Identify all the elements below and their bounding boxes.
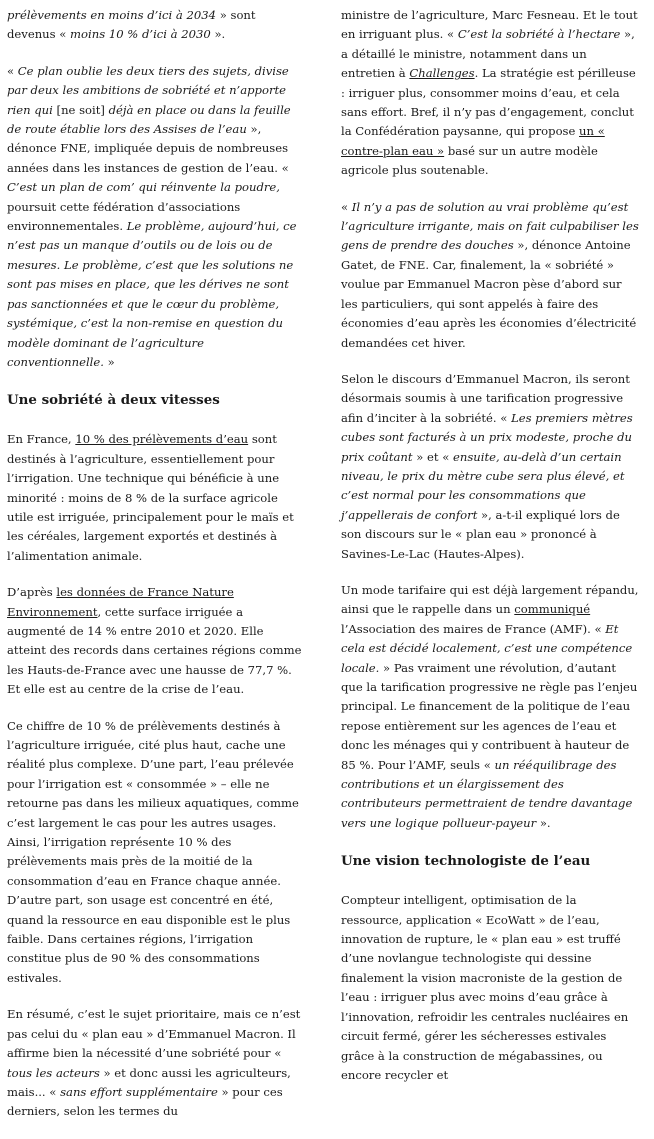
paragraph: Selon le discours d’Emmanuel Macron, ils seront désormais soumis à une tarification progressive afin d’inciter à la sobriété. « Les premiers mètres cubes sont facturés à un prix modeste, proche du prix coûtant » et « ensuite, au-delà d’un certain niveau, le prix du mètre cube sera plus élevé, et c’est normal pour les consommations que j’appellerais de confort », a-t-il expliqué lors de son discours sur le « plan eau » prononcé à Savines-Le-Lac (Hautes-Alpes). [341, 371, 633, 561]
link-prelevements-eau[interactable]: 10 % des prélèvements d’eau [75, 432, 249, 447]
section-heading: Une vision technologiste de l’eau [341, 853, 591, 870]
paragraph: « Il n’y a pas de solution au vrai problème qu’est l’agriculture irrigante, mais on fait culpabiliser les gens de prendre des douches », dénonce Antoine Gatet, de FNE. Car, finalement, la « sobriété » voulue par Emmanuel Macron pèse d’abord sur les particuliers, qui sont appelés à faire des économies d’eau après les économies d’électricité demandées cet hiver. [341, 199, 639, 350]
link-challenges[interactable]: Challenges [409, 66, 475, 81]
link-donnees-fne[interactable]: les données de France Nature Environnement [7, 585, 234, 619]
link-contre-plan-eau[interactable]: un « contre-plan eau » [341, 124, 605, 158]
paragraph: ministre de l’agriculture, Marc Fesneau. Et le tout en irriguant plus. « C’est la sobriété à l’hectare », a détaillé le ministre, notamment dans un entretien à Challenges. La stratégie est périlleuse : irriguer plus, consommer moins d’eau, et cela sans effort. Bref, il n’y pas d’engagement, conclut la Confédération paysanne, qui propose un « contre-plan eau » basé sur un autre modèle agricole plus soutenable. [341, 8, 638, 178]
link-communique-amf[interactable]: communiqué [514, 602, 591, 617]
paragraph: « Ce plan oublie les deux tiers des sujets, divise par deux les ambitions de sobriété et n’apporte rien qui [ne soit] déjà en place ou dans la feuille de route établie lors des Assises de l’eau », dénonce FNE, impliquée depuis de nombreuses années dans les instances de gestion de l’eau. « C’est un plan de com’ qui réinvente la poudre, poursuit cette fédération d’associations environnementales. Le problème, aujourd’hui, ce n’est pas un manque d’outils ou de lois ou de mesures. Le problème, c’est que les solutions ne sont pas mises en place, que les dérives ne sont pas sanctionnées et que le cœur du problème, systémique, c’est la non-remise en question du modèle dominant de l’agriculture conventionnelle. » [7, 63, 297, 369]
paragraph: Un mode tarifaire qui est déjà largement répandu, ainsi que le rappelle dans un communiqué l’Association des maires de France (AMF). « Et cela est décidé localement, c’est une compétence locale. » Pas vraiment une révolution, d’autant que la tarification progressive ne règle pas l’enjeu principal. Le financement de la politique de l’eau repose entièrement sur les agences de l’eau et donc les ménages qui y contribuent à hauteur de 85 %. Pour l’AMF, seuls « un rééquilibrage des contributions et un élargissement des contributeurs permettraient de tendre davantage vers une logique pollueur-payeur ». [341, 582, 639, 830]
paragraph: prélèvements en moins d’ici à 2034 » sont devenus « moins 10 % d’ici à 2030 ». [7, 8, 256, 42]
paragraph: Compteur intelligent, optimisation de la ressource, application « EcoWatt » de l’eau, innovation de rupture, le « plan eau » est truffé d’une novlangue technologiste qui dessine finalement la vision macroniste de la gestion de l’eau : irriguer plus avec moins d’eau grâce à l’innovation, refroidir les centrales nucléaires en circuit fermé, gérer les sécheresses estivales grâce à la construction de mégabassines, ou encore recycler et [341, 893, 629, 1082]
paragraph: En France, 10 % des prélèvements d’eau sont destinés à l’agriculture, essentiellement pour l’irrigation. Une technique qui bénéficie à une minorité : moins de 8 % de la surface agricole utile est irriguée, principalement pour le maïs et les céréales, largement exportés et destinés à l’alimentation animale. [7, 432, 294, 563]
article-column-left [7, 6, 303, 1139]
article-column-right [341, 6, 641, 1102]
paragraph: En résumé, c’est le sujet prioritaire, mais ce n’est pas celui du « plan eau » d’Emmanuel Macron. Il affirme bien la nécessité d’une sobriété pour « tous les acteurs » et donc aussi les agriculteurs, mais... « sans effort supplémentaire » pour ces derniers, selon les termes du [7, 1007, 301, 1119]
paragraph: Ce chiffre de 10 % de prélèvements destinés à l’agriculture irriguée, cité plus haut, cache une réalité plus complexe. D’une part, l’eau prélevée pour l’irrigation est « consommée » – elle ne retourne pas dans les milieux aquatiques, comme c’est largement le cas pour les autres usages. Ainsi, l’irrigation représente 10 % des prélèvements mais près de la moitié de la consommation d’eau en France chaque année. D’autre part, son usage est concentré en été, quand la ressource en eau disponible est le plus faible. Dans certaines régions, l’irrigation constitue plus de 90 % des consommations estivales. [7, 718, 299, 985]
paragraph: D’après les données de France Nature Environnement, cette surface irriguée a augmenté de 14 % entre 2010 et 2020. Elle atteint des records dans certaines régions comme les Hauts-de-France avec une hausse de 77,7 %. Et elle est au centre de la crise de l’eau. [7, 585, 302, 697]
section-heading: Une sobriété à deux vitesses [7, 392, 220, 409]
